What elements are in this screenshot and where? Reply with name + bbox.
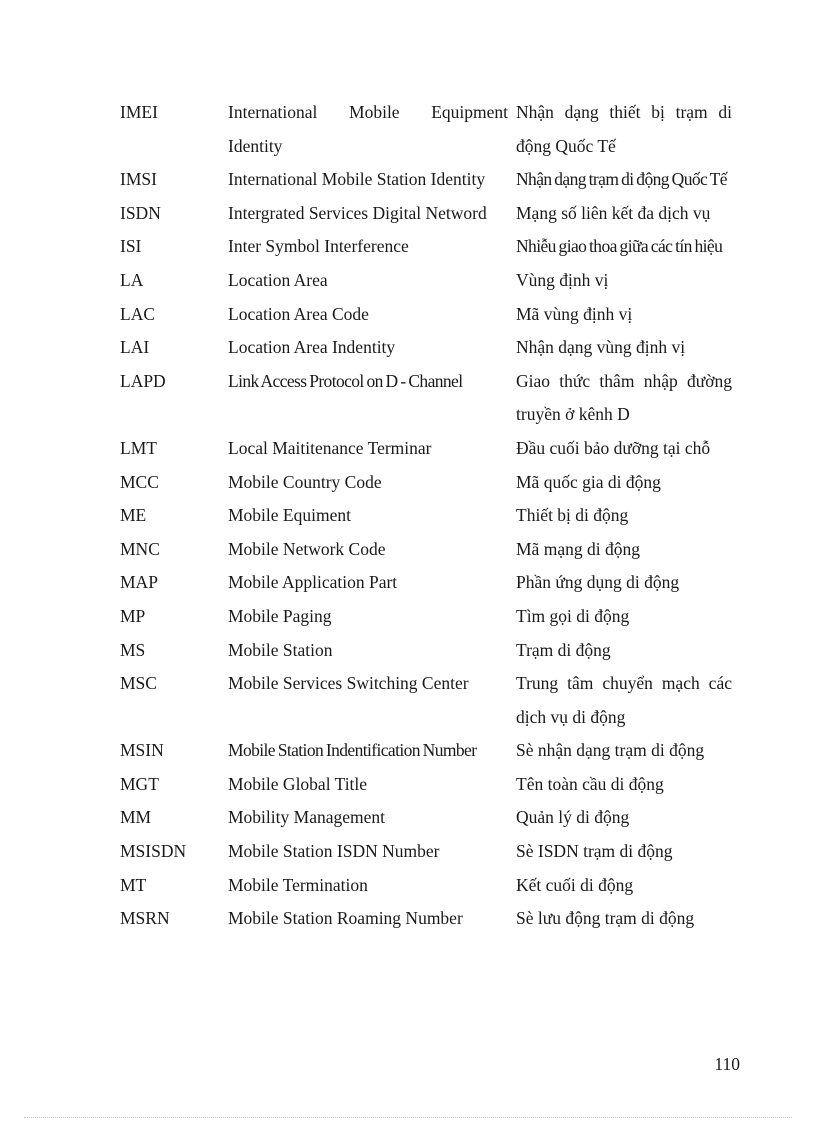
english-term: Mobile Station Indentification Number (228, 740, 477, 761)
glossary-row-map (120, 566, 732, 600)
glossary-row-msc (120, 667, 732, 734)
vietnamese-term: Mã quốc gia di động (516, 471, 661, 492)
page-number: 110 (714, 1054, 740, 1074)
vietnamese-term: Nhận dạng thiết bị trạm di động Quốc Tế (516, 102, 732, 156)
glossary-row-msin (120, 734, 732, 768)
vietnamese-term: Kết cuối di động (516, 874, 634, 895)
vietnamese-term: Nhận dạng trạm di động Quốc Tế (516, 169, 727, 190)
vietnamese-term: Nhận dạng vùng định vị (516, 337, 686, 358)
english-term: Mobile Equiment (228, 505, 351, 526)
english-term: Mobile Global Title (228, 773, 368, 794)
vietnamese-term: Tìm gọi di động (516, 605, 630, 626)
abbreviation: MP (120, 605, 146, 626)
abbreviation: MSIN (120, 740, 164, 761)
vietnamese-term: Đầu cuối bảo dưỡng tại chỗ (516, 437, 711, 458)
english-term: Link Access Protocol on D - Channel (228, 370, 463, 391)
abbreviation: LAPD (120, 370, 166, 391)
glossary-row-mm (120, 801, 732, 835)
glossary-row-lac (120, 298, 732, 332)
vietnamese-term: Mã vùng định vị (516, 303, 633, 324)
vietnamese-term: Giao thức thâm nhập đường truyền ở kênh D (516, 370, 732, 425)
abbreviation: ISDN (120, 202, 161, 223)
glossary-row-mnc (120, 533, 732, 567)
abbreviation: MT (120, 874, 147, 895)
vietnamese-term: Trung tâm chuyển mạch các dịch vụ di động (516, 673, 732, 727)
abbreviation: LA (120, 269, 144, 290)
glossary-row-mt (120, 869, 732, 903)
abbreviation: LAI (120, 337, 150, 358)
abbreviation: MAP (120, 572, 158, 593)
english-term: Mobile Application Part (228, 572, 398, 593)
vietnamese-term: Trạm di động (516, 639, 611, 660)
abbreviation: IMSI (120, 169, 157, 190)
glossary-row-ms (120, 634, 732, 668)
abbreviation: MNC (120, 538, 160, 559)
english-term: Location Area (228, 269, 328, 290)
abbreviation: LMT (120, 437, 157, 458)
english-term: Inter Symbol Interference (228, 236, 409, 257)
abbreviation: LAC (120, 303, 155, 324)
vietnamese-term: Sè lưu động trạm di động (516, 908, 695, 929)
abbreviation: MSISDN (120, 841, 187, 862)
english-term: International Mobile Station Identity (228, 169, 486, 190)
glossary-row-me (120, 499, 732, 533)
glossary-row-msisdn (120, 835, 732, 869)
abbreviation: MSC (120, 673, 157, 694)
abbreviation: MCC (120, 471, 159, 492)
glossary-row-msrn (120, 902, 732, 936)
english-term: Local Maititenance Terminar (228, 437, 432, 458)
abbreviation: MGT (120, 773, 159, 794)
vietnamese-term: Nhiễu giao thoa giữa các tín hiệu (516, 236, 723, 257)
abbreviation: MM (120, 807, 152, 828)
page-bottom-border (24, 1117, 792, 1118)
glossary-row-isdn (120, 197, 732, 231)
vietnamese-term: Quản lý di động (516, 807, 630, 828)
vietnamese-term: Thiết bị di động (516, 505, 629, 526)
glossary-row-mp (120, 600, 732, 634)
vietnamese-term: Mã mạng di động (516, 538, 640, 559)
glossary-row-lai (120, 331, 732, 365)
english-term: Intergrated Services Digital Netword (228, 202, 487, 223)
vietnamese-term: Sè ISDN trạm di động (516, 841, 673, 862)
english-term: Mobile Termination (228, 874, 368, 895)
english-term: Mobile Country Code (228, 471, 382, 492)
english-term: Mobility Management (228, 807, 385, 828)
english-term: Mobile Services Switching Center (228, 673, 469, 694)
english-term: Mobile Station (228, 639, 333, 660)
abbreviation: MSRN (120, 908, 170, 929)
vietnamese-term: Mạng số liên kết đa dịch vụ (516, 202, 711, 223)
english-term: International Mobile Equipment Identity (228, 102, 508, 156)
abbreviation-glossary (120, 96, 732, 936)
english-term: Mobile Paging (228, 605, 332, 626)
english-term: Mobile Network Code (228, 538, 386, 559)
glossary-row-lmt (120, 432, 732, 466)
glossary-row-mcc (120, 466, 732, 500)
glossary-row-lapd (120, 365, 732, 432)
english-term: Mobile Station Roaming Number (228, 908, 463, 929)
glossary-row-imei (120, 96, 732, 163)
abbreviation: IMEI (120, 102, 158, 122)
vietnamese-term: Phần ứng dụng di động (516, 572, 680, 593)
vietnamese-term: Vùng định vị (516, 269, 609, 290)
glossary-row-la (120, 264, 732, 298)
abbreviation: ME (120, 505, 147, 526)
abbreviation: ISI (120, 236, 142, 257)
abbreviation: MS (120, 639, 146, 660)
vietnamese-term: Tên toàn cầu di động (516, 773, 664, 794)
glossary-row-imsi (120, 163, 732, 197)
english-term: Location Area Code (228, 303, 369, 324)
english-term: Mobile Station ISDN Number (228, 841, 440, 862)
vietnamese-term: Sè nhận dạng trạm di động (516, 740, 705, 761)
english-term: Location Area Indentity (228, 337, 396, 358)
glossary-row-mgt (120, 768, 732, 802)
glossary-row-isi (120, 230, 732, 264)
